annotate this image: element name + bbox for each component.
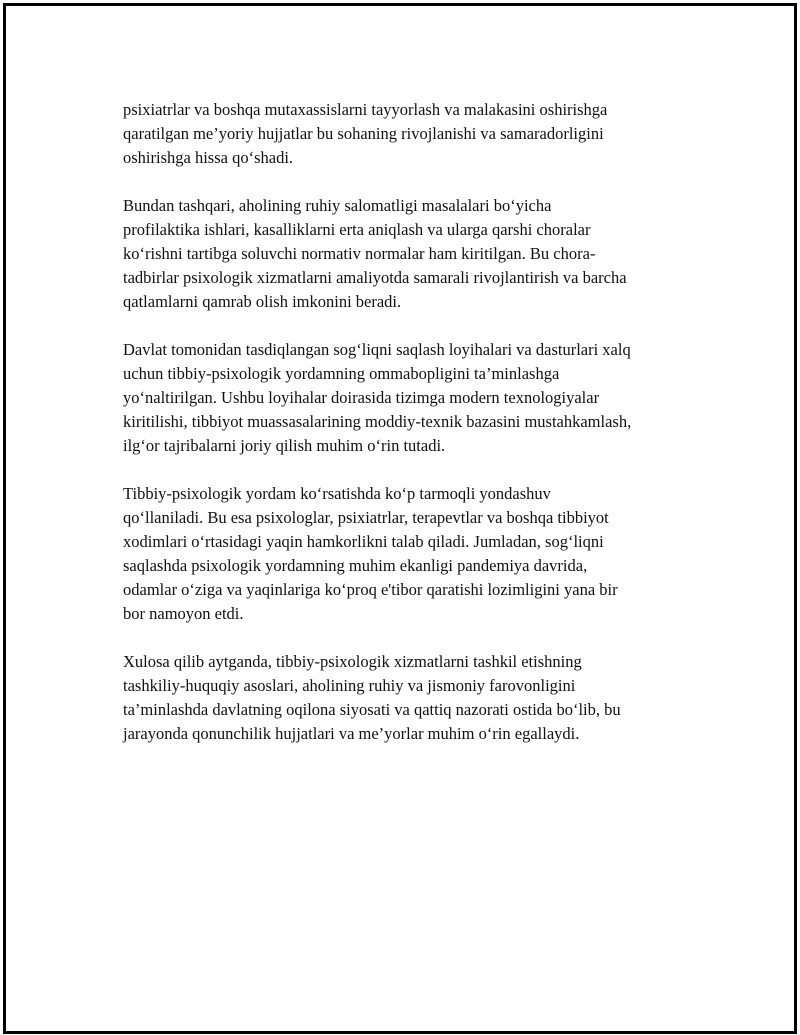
text-line: Tibbiy-psixologik yordam ko‘rsatishda ko‘p tarmoqli yondashuv — [123, 484, 551, 503]
text-line: qo‘llaniladi. Bu esa psixologlar, psixiatrlar, terapevtlar va boshqa tibbiyot — [123, 508, 609, 527]
text-line: psixiatrlar va boshqa mutaxassislarni tayyorlash va malakasini oshirishga — [123, 100, 608, 119]
text-line: uchun tibbiy-psixologik yordamning ommabopligini ta’minlashga — [123, 364, 560, 383]
text-line: ko‘rishni tartibga soluvchi normativ normalar ham kiritilgan. Bu chora- — [123, 244, 596, 263]
text-line: Davlat tomonidan tasdiqlangan sog‘liqni saqlash loyihalari va dasturlari xalq — [123, 340, 631, 359]
paragraph-4 — [123, 482, 703, 626]
text-line: yo‘naltirilgan. Ushbu loyihalar doirasida tizimga modern texnologiyalar — [123, 388, 600, 407]
paragraph-5 — [123, 650, 703, 746]
text-line: ta’minlashda davlatning oqilona siyosati va qattiq nazorati ostida bo‘lib, bu — [123, 700, 621, 719]
text-line: bor namoyon etdi. — [123, 604, 244, 623]
document-body — [123, 98, 703, 770]
text-line: Xulosa qilib aytganda, tibbiy-psixologik xizmatlarni tashkil etishning — [123, 652, 582, 671]
text-line: qatlamlarni qamrab olish imkonini beradi. — [123, 292, 402, 311]
text-line: ilg‘or tajribalarni joriy qilish muhim o‘rin tutadi. — [123, 436, 446, 455]
text-line: tadbirlar psixologik xizmatlarni amaliyotda samarali rivojlantirish va barcha — [123, 268, 627, 287]
paragraph-3 — [123, 338, 703, 458]
text-line: qaratilgan me’yoriy hujjatlar bu sohaning rivojlanishi va samaradorligini — [123, 124, 604, 143]
text-line: oshirishga hissa qo‘shadi. — [123, 148, 294, 167]
page-frame — [3, 3, 797, 1034]
text-line: odamlar o‘ziga va yaqinlariga ko‘proq e'tibor qaratishi lozimligini yana bir — [123, 580, 618, 599]
paragraph-2 — [123, 194, 703, 314]
text-line: tashkiliy-huquqiy asoslari, aholining ruhiy va jismoniy farovonligini — [123, 676, 576, 695]
text-line: xodimlari o‘rtasidagi yaqin hamkorlikni talab qiladi. Jumladan, sog‘liqni — [123, 532, 604, 551]
paragraph-1 — [123, 98, 703, 170]
text-line: profilaktika ishlari, kasalliklarni erta aniqlash va ularga qarshi choralar — [123, 220, 591, 239]
text-line: kiritilishi, tibbiyot muassasalarining moddiy-texnik bazasini mustahkamlash, — [123, 412, 632, 431]
text-line: Bundan tashqari, aholining ruhiy salomatligi masalalari bo‘yicha — [123, 196, 552, 215]
text-line: jarayonda qonunchilik hujjatlari va me’yorlar muhim o‘rin egallaydi. — [123, 724, 580, 743]
text-line: saqlashda psixologik yordamning muhim ekanligi pandemiya davrida, — [123, 556, 588, 575]
